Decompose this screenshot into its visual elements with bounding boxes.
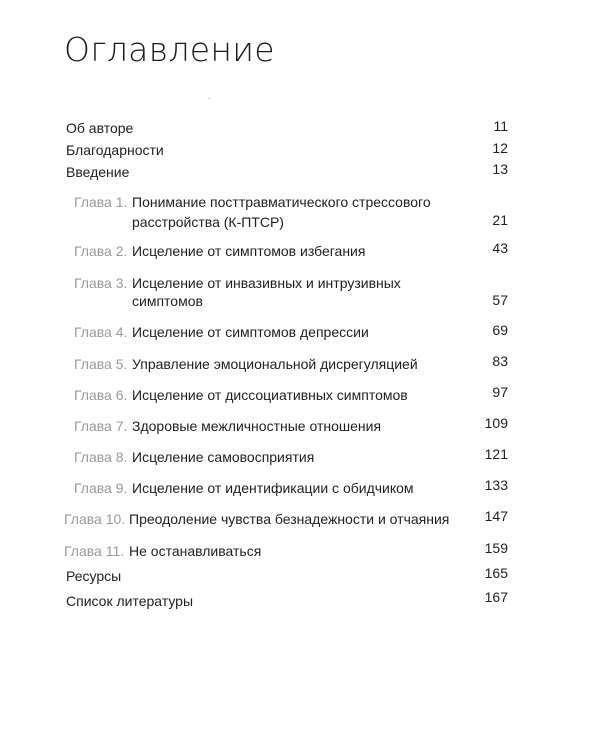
toc-chapter-page: 133 [484, 477, 508, 493]
toc-chapter-number: Глава 2. [74, 243, 128, 259]
toc-chapter-number: Глава 8. [74, 449, 128, 465]
toc-page-bibliography: 167 [484, 589, 508, 605]
toc-item-about-author[interactable]: Об авторе [66, 120, 134, 136]
toc-chapter-page: 109 [484, 415, 508, 431]
toc-chapter-title-continued[interactable]: симптомов [132, 293, 203, 309]
toc-chapter-title[interactable]: Управление эмоциональной дисрегуляцией [132, 356, 418, 372]
toc-chapter-page: 159 [484, 540, 508, 556]
toc-page-introduction: 13 [492, 161, 508, 177]
toc-chapter-title[interactable]: Здоровые межличностные отношения [132, 418, 382, 434]
toc-chapter-number: Глава 10. [64, 511, 126, 527]
toc-chapter-page: 83 [492, 353, 508, 369]
toc-chapter-title[interactable]: Исцеление от симптомов избегания [132, 243, 366, 259]
toc-chapter-title-continued[interactable]: расстройства (К-ПТСР) [132, 214, 284, 230]
toc-item-acknowledgements[interactable]: Благодарности [66, 142, 164, 158]
toc-chapter-title[interactable]: Понимание посттравматического стрессового [132, 194, 431, 210]
toc-chapter-page: 21 [492, 212, 508, 228]
toc-chapter-title[interactable]: Исцеление от симптомов депрессии [132, 324, 369, 340]
toc-chapter-title[interactable]: Исцеление от диссоциативных симптомов [132, 387, 408, 403]
toc-chapter-title[interactable]: Преодоление чувства безнадежности и отчаяния [129, 511, 450, 527]
toc-chapter-page: 57 [492, 292, 508, 308]
toc-page-about-author: 11 [493, 118, 508, 134]
toc-page-resources: 165 [484, 565, 508, 581]
page-title: Оглавление [64, 30, 275, 69]
toc-item-resources[interactable]: Ресурсы [66, 568, 122, 584]
toc-chapter-page: 121 [484, 446, 508, 462]
toc-chapter-number: Глава 9. [74, 480, 128, 496]
toc-page-acknowledgements: 12 [492, 140, 508, 156]
toc-item-introduction[interactable]: Введение [66, 164, 130, 180]
toc-chapter-number: Глава 1. [74, 194, 128, 210]
toc-chapter-number: Глава 6. [74, 387, 128, 403]
toc-chapter-page: 147 [484, 508, 508, 524]
toc-chapter-page: 97 [492, 384, 508, 400]
toc-chapter-title[interactable]: Исцеление от инвазивных и интрузивных [132, 275, 401, 291]
toc-chapter-number: Глава 11. [64, 543, 125, 559]
toc-item-bibliography[interactable]: Список литературы [66, 593, 194, 609]
toc-chapter-title[interactable]: Не останавливаться [129, 543, 262, 559]
toc-chapter-page: 43 [492, 240, 508, 256]
toc-chapter-number: Глава 3. [74, 275, 128, 291]
toc-chapter-number: Глава 5. [74, 356, 128, 372]
toc-chapter-title[interactable]: Исцеление самовосприятия [132, 449, 315, 465]
toc-chapter-number: Глава 4. [74, 324, 128, 340]
toc-chapter-title[interactable]: Исцеление от идентификации с обидчиком [132, 480, 414, 496]
toc-chapter-number: Глава 7. [74, 418, 128, 434]
toc-chapter-page: 69 [492, 322, 508, 338]
